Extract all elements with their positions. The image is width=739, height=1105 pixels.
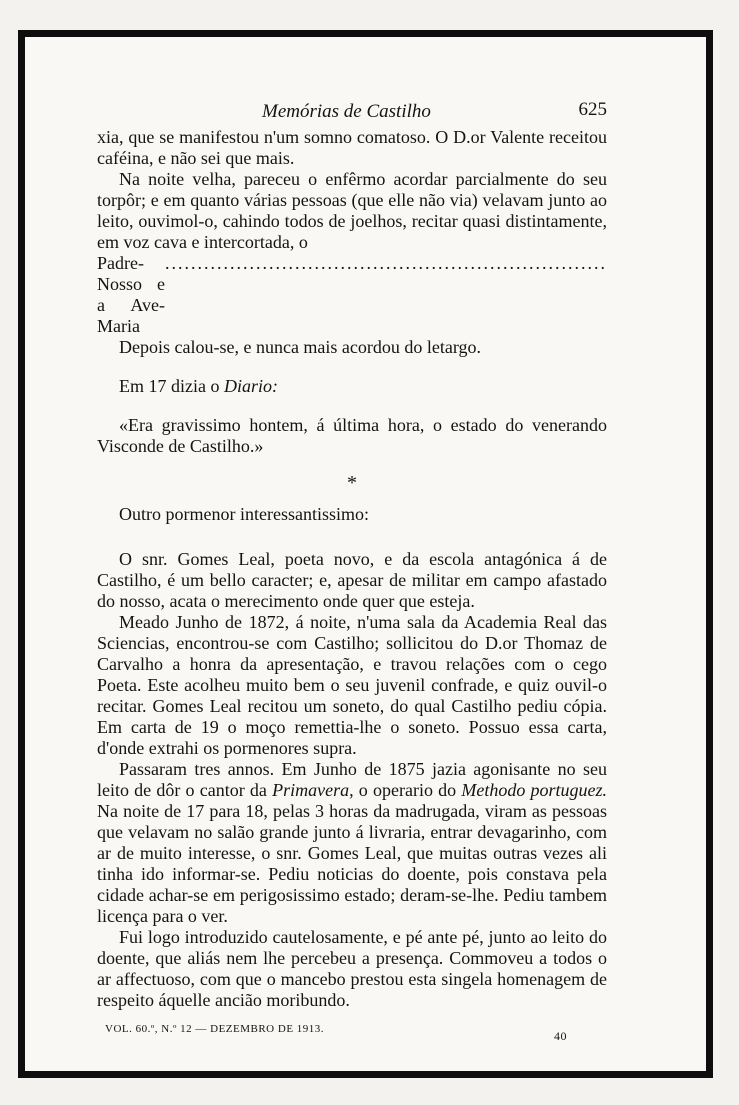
running-title: Memórias de Castilho (262, 101, 431, 122)
passaram-b: o operario do (358, 780, 457, 800)
page-header (97, 93, 607, 127)
footer-volume: VOL. 60.º, N.º 12 — DEZEMBRO DE 1913. (105, 1023, 325, 1035)
paragraph-passaram (97, 759, 607, 927)
passaram-c: Na noite de 17 para 18, pelas 3 horas da madrugada, viram as pessoas que velavam no salão grande junto á livraria, entrar devagarinho, com ar de muito interesse, o snr. Gomes Leal, que muitas outras vezes ali tinha ido informar-se. Pediu noticias do doente, pois constava pela cidade achar-se em perigosissimo estado; deram-se-lhe. Pediu tambem licença para o ver. (97, 801, 607, 926)
paragraph-noite-velha: Na noite velha, pareceu o enfêrmo acordar parcialmente do seu torpôr; e em quanto várias pessoas (que elle não via) velavam junto ao leito, ouvimol-o, cahindo todos de joelhos, recitar quasi distintamente, em voz cava e intercortada, o (97, 169, 607, 252)
methodo-title: Methodo portuguez. (461, 780, 608, 800)
section-separator: * (347, 472, 357, 494)
paragraph-meado-junho: Meado Junho de 1872, á noite, n'uma sala da Academia Real das Sciencias, encontrou-se com Castilho; sollicitou do D.or Thomaz de Carvalho a honra da apresentação, e travou relações com o cego Poeta. Este acolheu muito bem o seu juvenil confrade, e quiz ouvil-o recitar. Gomes Leal recitou um soneto, do qual Castilho pediu cópia. Em carta de 19 o moço remettia-lhe o soneto. Possuo essa carta, d'onde extrahi os pormenores supra. (97, 612, 607, 758)
page-footer (97, 1023, 607, 1047)
body-text (97, 127, 607, 1011)
paragraph-continuation: xia, que se manifestou n'um somno comatoso. O D.or Valente receitou caféina, e não sei que mais. (97, 127, 607, 168)
page-frame (18, 30, 713, 1078)
paragraph-fui-logo: Fui logo introduzido cautelosamente, e pé ante pé, junto ao leito do doente, que aliás nem lhe percebeu a presença. Commoveu a todos o ar affectuoso, com que o mancebo prestou esta singela homenagem de respeito áquelle ancião moribundo. (97, 927, 607, 1010)
diario-title: Diario: (223, 376, 278, 396)
paragraph-calou-se: Depois calou-se, e nunca mais acordou do letargo. (119, 337, 482, 357)
primavera-title: Primavera, (272, 780, 354, 800)
document-page (97, 93, 607, 1047)
dotted-leader: .................................................................... (165, 253, 607, 273)
paragraph-quote: «Era gravissimo hontem, á última hora, o estado do venerando Visconde de Castilho.» (97, 415, 607, 456)
padre-nosso-text: Padre-Nosso e a Ave-Maria (97, 253, 165, 336)
passaram-a: Passaram tres annos. Em Junho de 1875 jazia agonisante no seu leito de dôr o cantor da (97, 759, 607, 800)
paragraph-gomes-leal: O snr. Gomes Leal, poeta novo, e da escola antagónica á de Castilho, é um bello caracter; e, apesar de militar em campo afastado do nosso, acata o merecimento onde quer que esteja. (97, 549, 607, 611)
paragraph-outro-pormenor: Outro pormenor interessantissimo: (119, 504, 369, 524)
diario-prefix: Em 17 dizia o (119, 376, 220, 396)
footer-signature: 40 (554, 1029, 567, 1043)
page-number: 625 (578, 99, 607, 120)
paragraph-diario (97, 376, 607, 397)
paragraph-padre-nosso (97, 253, 607, 337)
